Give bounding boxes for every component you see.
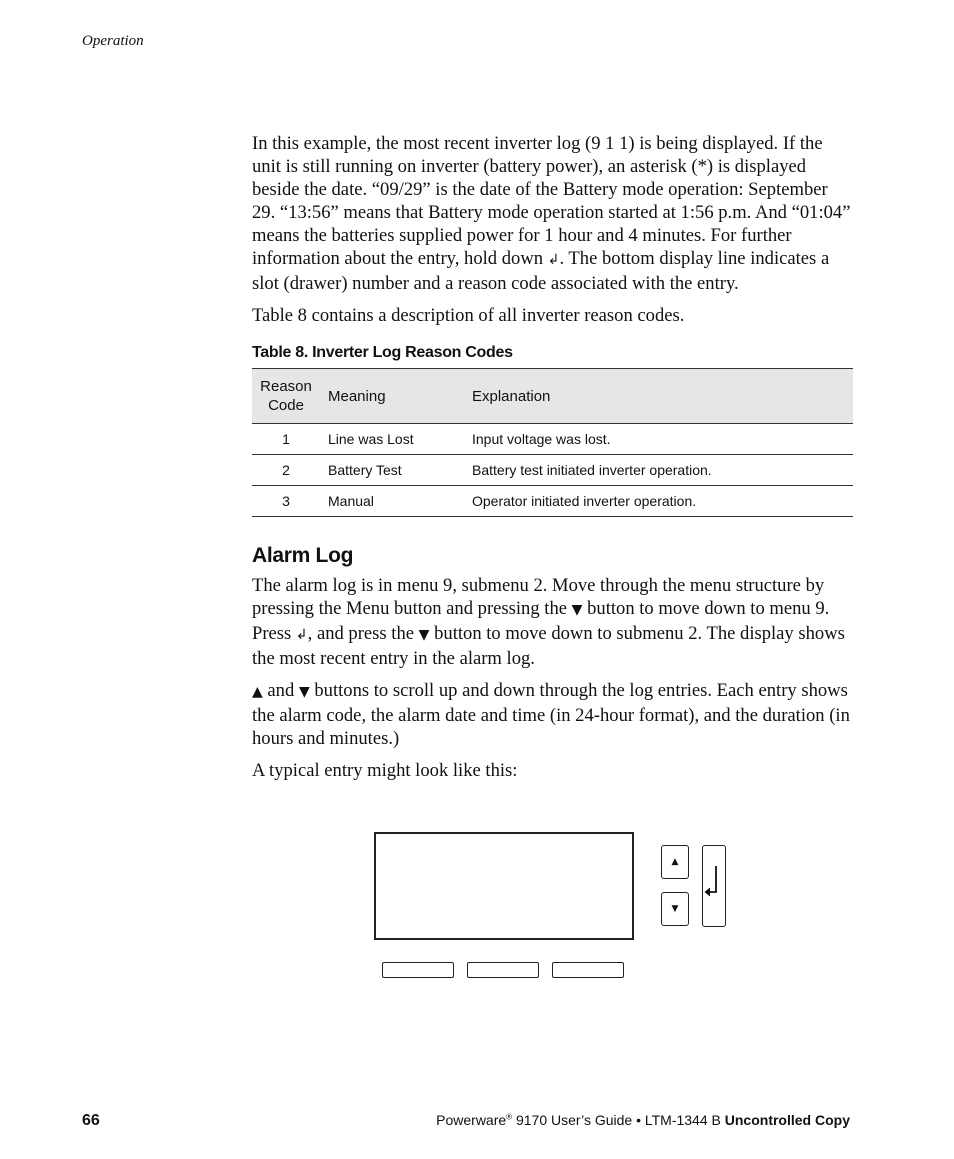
cell-explanation: Operator initiated inverter operation. <box>464 486 853 517</box>
table-caption: Table 8. Inverter Log Reason Codes <box>252 344 513 361</box>
alarm-text-b: button to move down to menu 9. Press <box>252 598 830 644</box>
header-reason-code <box>252 369 320 424</box>
intro-paragraph-2: Table 8 contains a description of all inverter reason codes. <box>252 305 685 326</box>
footer-brand: Powerware <box>436 1112 507 1128</box>
alarm-text-c: , and press the <box>307 623 419 644</box>
lcd-display <box>374 832 634 940</box>
table-row <box>252 455 853 486</box>
down-arrow-icon: ▼ <box>418 627 430 643</box>
alarm-paragraph-2 <box>252 679 854 750</box>
header-meaning: Meaning <box>320 369 464 424</box>
alarm-paragraph-1 <box>252 574 854 670</box>
alarm-text-f: buttons to scroll up and down through the log entries. Each entry shows the alarm code, the alarm date and time (in 24-hour format), and the duration (in hours and minutes.) <box>252 680 850 749</box>
table-row <box>252 486 853 517</box>
down-arrow-icon: ▼ <box>571 602 583 618</box>
soft-button-2 <box>467 962 539 978</box>
alarm-text-e: and <box>262 680 299 701</box>
enter-arrow-icon <box>703 846 725 926</box>
control-panel-diagram <box>374 832 734 982</box>
cell-meaning: Battery Test <box>320 455 464 486</box>
enter-key-icon: ↲ <box>547 252 560 268</box>
enter-button <box>702 845 726 927</box>
alarm-paragraph-3: A typical entry might look like this: <box>252 760 518 781</box>
cell-code: 2 <box>252 455 320 486</box>
footer-title: 9170 User’s Guide • LTM-1344 B <box>512 1112 725 1128</box>
down-button <box>661 892 689 926</box>
main-content <box>252 132 854 791</box>
cell-code: 1 <box>252 424 320 455</box>
alarm-text-d: button to move down to submenu 2. The display shows the most recent entry in the alarm log. <box>252 623 845 669</box>
reason-codes-table <box>252 368 853 517</box>
enter-key-icon: ↲ <box>295 627 308 643</box>
up-arrow-icon: ▲ <box>671 857 679 867</box>
down-arrow-icon: ▼ <box>298 684 310 700</box>
soft-button-3 <box>552 962 624 978</box>
soft-button-1 <box>382 962 454 978</box>
header-explanation: Explanation <box>464 369 853 424</box>
footer-doc-info <box>436 1112 850 1128</box>
alarm-text-a: The alarm log is in menu 9, submenu 2. Move through the menu structure by pressing the Menu button and pressing the <box>252 575 825 619</box>
table-header-row <box>252 369 853 424</box>
registered-mark: ® <box>506 1112 513 1122</box>
table-row <box>252 424 853 455</box>
section-heading-alarm-log: Alarm Log <box>252 544 354 567</box>
header-code-line1: Reason <box>260 378 312 395</box>
intro-text-a: In this example, the most recent inverter log (9 1 1) is being displayed. If the unit is still running on inverter (battery power), an asterisk (*) is displayed beside the date. “09/29” is the date of the Battery mode operation: September 29. “13:56” means that Battery mode operation started at 1:56 p.m. And “01:04” means the batteries supplied power for 1 hour and 4 minutes. For further information about the entry, hold down <box>252 133 851 269</box>
footer-status: Uncontrolled Copy <box>724 1112 850 1128</box>
down-arrow-icon: ▼ <box>671 904 679 914</box>
page-number: 66 <box>82 1112 100 1129</box>
running-header: Operation <box>82 33 144 49</box>
up-button <box>661 845 689 879</box>
intro-paragraph-1 <box>252 132 854 295</box>
cell-explanation: Battery test initiated inverter operation. <box>464 455 853 486</box>
up-arrow-icon: ▲ <box>252 684 263 700</box>
intro-text-b: . The bottom display line indicates a slot (drawer) number and a reason code associated with the entry. <box>252 248 830 294</box>
cell-meaning: Manual <box>320 486 464 517</box>
cell-meaning: Line was Lost <box>320 424 464 455</box>
header-code-line2: Code <box>268 397 304 414</box>
cell-code: 3 <box>252 486 320 517</box>
cell-explanation: Input voltage was lost. <box>464 424 853 455</box>
